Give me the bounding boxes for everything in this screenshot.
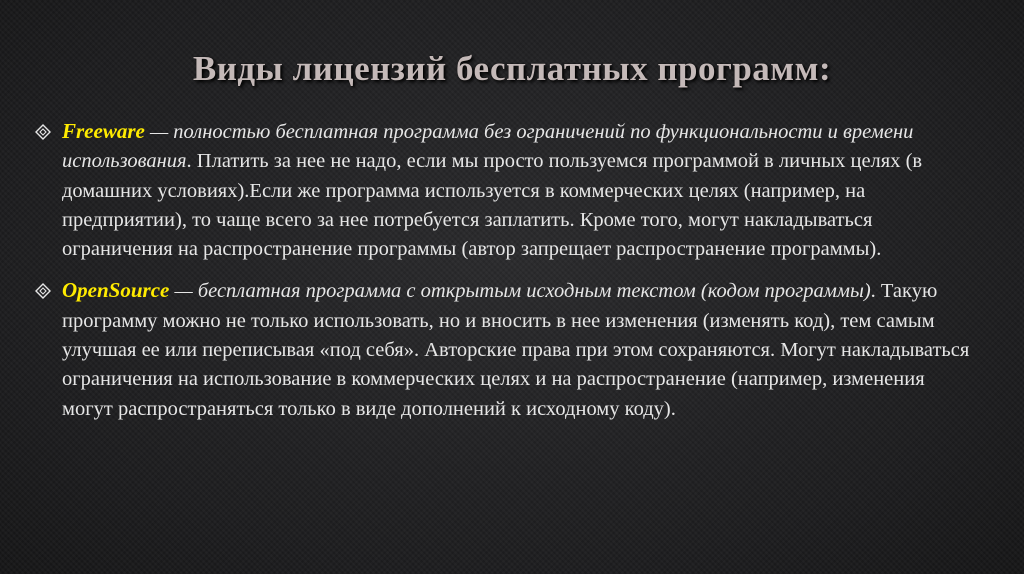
bullet-freeware [34,117,974,264]
bullet-opensource [34,276,974,423]
body-opensource: . Такую программу можно не только использовать, но и вносить в нее изменения (изменять код), тем самым улучшая ее или переписывая «под себя». Авторские права при этом сохраняются. Могут накладываться ограничения на использование в коммерческих целях и на распространение (например, изменения могут распространяться только в виде дополнений к исходному коду). [62,280,970,420]
bullet-list [34,117,974,424]
term-freeware: Freeware [62,119,145,143]
definition-freeware: — полностью бесплатная программа без ограничений по функциональности и времени использования [62,121,914,173]
definition-opensource: — бесплатная программа с открытым исходным текстом (кодом программы) [169,280,871,303]
body-freeware: . Платить за нее не надо, если мы просто пользуемся программой в личных целях (в домашних условиях).Если же программа используется в коммерческих целях (например, на предприятии), то чаще всего за нее потребуется заплатить. Кроме того, могут накладываться ограничения на распространение программы (автор запрещает распространение программы). [62,150,923,261]
slide-title: Виды лицензий бесплатных программ: [192,49,832,88]
term-opensource: OpenSource [62,278,170,303]
diamond-bullet-icon [35,124,51,140]
diamond-bullet-icon [35,283,51,299]
